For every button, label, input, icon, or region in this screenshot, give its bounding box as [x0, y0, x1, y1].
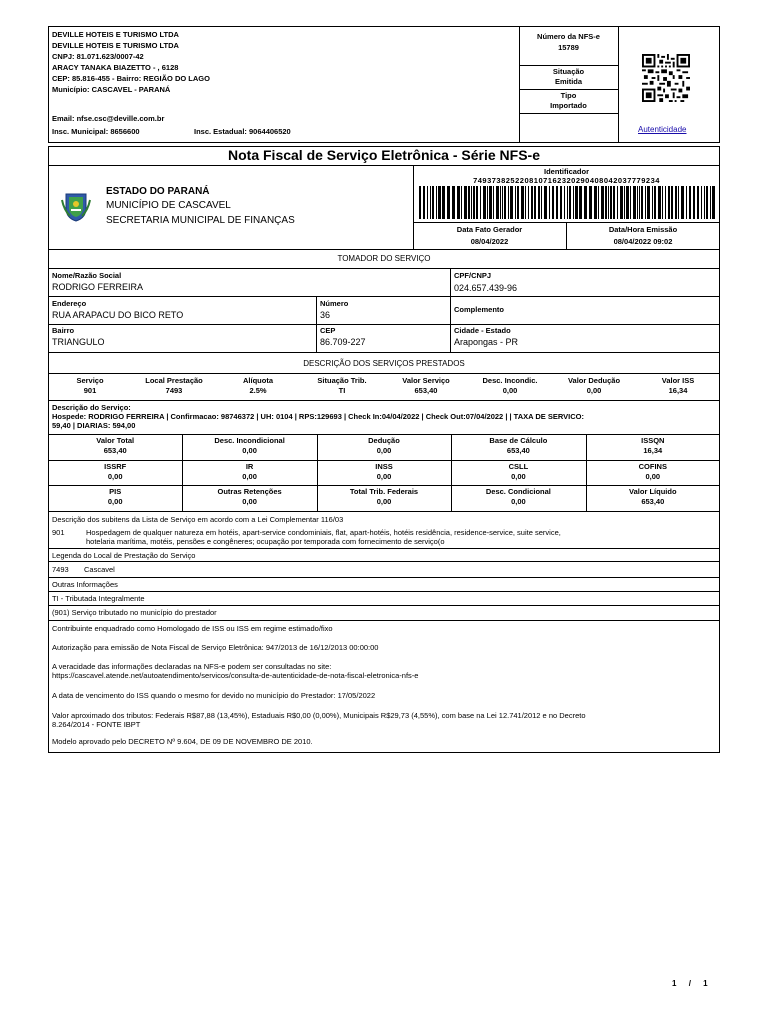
servico-col-label: Local Prestação — [145, 376, 203, 385]
valor-cell — [586, 487, 720, 506]
tomador-cpf: 024.657.439-96 — [454, 283, 518, 293]
gov-block — [106, 185, 295, 227]
page-total: 1 — [703, 979, 708, 988]
note-homologado: Contribuinte enquadrado como Homologado de ISS ou ISS em regime estimado/fixo — [52, 624, 333, 633]
tomador-nome: RODRIGO FERREIRA — [52, 282, 144, 292]
autenticidade-link[interactable]: Autenticidade — [638, 125, 687, 134]
tomador-cep-label: CEP — [320, 326, 336, 335]
servicos-header: DESCRIÇÃO DOS SERVIÇOS PRESTADOS — [303, 359, 465, 368]
valor-value: 0,00 — [242, 446, 257, 455]
servico-col-label: Valor Dedução — [567, 376, 621, 385]
servico-col-label: Alíquota — [243, 376, 273, 385]
tomador-endereco: RUA ARAPACU DO BICO RETO — [52, 310, 184, 320]
servico-col — [384, 376, 468, 395]
company-insc-municipal: Insc. Municipal: 8656600 — [52, 127, 140, 136]
data-fato-value: 08/04/2022 — [470, 237, 509, 246]
valor-value: 0,00 — [242, 471, 257, 481]
subitens-text-1: Hospedagem de qualquer natureza em hotéis, apart-service condominiais, flat, apart-hotéis, hotéis residência, residence-service, suite service, — [86, 528, 561, 537]
subitens-header: Descrição dos subitens da Lista de Serviço em acordo com a Lei Complementar 116/03 — [52, 515, 344, 524]
outras-tributado: (901) Serviço tributado no município do prestador — [52, 608, 217, 617]
gov-secretaria: SECRETARIA MUNICIPAL DE FINANÇAS — [106, 215, 295, 226]
valor-value: 0,00 — [107, 471, 123, 481]
company-name-1: DEVILLE HOTEIS E TURISMO LTDA — [52, 30, 179, 39]
servico-col-value: 901 — [83, 386, 97, 395]
data-fato-block — [413, 225, 566, 246]
tomador-cidade: Arapongas - PR — [454, 337, 519, 347]
descricao-label: Descrição do Serviço: — [52, 403, 131, 412]
servico-col-value: 0,00 — [586, 386, 602, 395]
valor-value: 0,00 — [107, 497, 123, 507]
note-tributos — [52, 711, 586, 729]
valor-label: CSLL — [508, 461, 529, 471]
subitens-text — [86, 528, 716, 546]
valor-label: Outras Retenções — [217, 487, 282, 497]
servico-col — [48, 376, 132, 395]
valor-label: ISSRF — [104, 461, 127, 471]
subitens-code: 901 — [52, 528, 65, 537]
note-veracidade-text: A veracidade das informações declaradas na NFS-e podem ser consultadas no site: — [52, 662, 332, 671]
valor-cell — [48, 462, 182, 481]
valor-label: Total Trib. Federais — [349, 487, 419, 497]
outras-header: Outras Informações — [52, 580, 118, 589]
valor-cell — [317, 487, 451, 506]
valor-value: 16,34 — [643, 446, 663, 455]
valor-value: 0,00 — [511, 497, 526, 507]
servico-col-label: Desc. Incondic. — [482, 376, 538, 385]
situacao-value: Emitida — [554, 77, 583, 86]
coat-of-arms-icon — [60, 190, 92, 222]
valor-label: ISSQN — [641, 436, 665, 445]
page-current: 1 — [672, 979, 677, 988]
valor-label: COFINS — [638, 461, 667, 471]
nfse-number-block — [519, 32, 618, 52]
servico-col-label: Valor Serviço — [402, 376, 450, 385]
valor-cell — [586, 462, 720, 481]
valor-cell — [317, 436, 451, 455]
servico-col-label: Valor ISS — [661, 376, 695, 385]
identificador-label: Identificador — [543, 167, 589, 176]
valor-label: Valor Total — [96, 436, 135, 445]
gov-municipio: MUNICÍPIO DE CASCAVEL — [106, 200, 231, 211]
data-emissao-label: Data/Hora Emissão — [608, 225, 678, 234]
subitens-text-2: hotelaria marítima, motéis, pensões e congêneres; ocupação por temporada com fornecimento de serviço(o — [86, 537, 445, 546]
gov-estado: ESTADO DO PARANÁ — [106, 186, 210, 197]
company-email: Email: nfse.csc@deville.com.br — [52, 114, 165, 123]
valor-value: 0,00 — [242, 497, 257, 507]
servico-col-value: 653,40 — [414, 386, 438, 395]
servico-col-value: 0,00 — [502, 386, 518, 395]
situacao-label: Situação — [552, 67, 585, 76]
valor-cell — [586, 436, 720, 455]
valor-label: INSS — [375, 461, 393, 471]
tomador-cpf-label: CPF/CNPJ — [454, 271, 492, 280]
valor-label: Dedução — [368, 436, 400, 445]
note-modelo: Modelo aprovado pelo DECRETO Nº 9.604, DE 09 DE NOVEMBRO DE 2010. — [52, 737, 313, 746]
data-fato-label: Data Fato Gerador — [456, 225, 523, 234]
servico-col-value: TI — [338, 386, 346, 395]
company-cnpj: CNPJ: 81.071.623/0007-42 — [52, 52, 144, 61]
valor-value: 0,00 — [376, 446, 392, 455]
qr-code-icon — [642, 54, 690, 102]
note-autorizacao: Autorização para emissão de Nota Fiscal de Serviço Eletrônica: 947/2013 de 16/12/2013 00:00:00 — [52, 643, 379, 652]
barcode-icon — [419, 186, 715, 219]
valor-cell — [451, 462, 585, 481]
valor-label: Base de Cálculo — [489, 436, 548, 445]
company-insc-estadual: Insc. Estadual: 9064406520 — [194, 127, 291, 136]
data-emissao-value: 08/04/2022 09:02 — [613, 237, 673, 246]
valor-label: PIS — [109, 487, 122, 497]
situacao-block — [519, 67, 618, 86]
tomador-numero-label: Número — [320, 299, 349, 308]
valor-label: IR — [245, 461, 254, 471]
servico-col-value: 16,34 — [668, 386, 688, 395]
tomador-header: TOMADOR DO SERVIÇO — [337, 254, 431, 263]
note-veracidade — [52, 662, 418, 680]
descricao-servico — [52, 403, 716, 430]
tomador-numero: 36 — [320, 310, 331, 320]
valor-value: 653,40 — [641, 497, 665, 507]
descricao-line-1: Hospede: RODRIGO FERREIRA | Confirmacao: 98746372 | UH: 0104 | RPS:129693 | Check In:04/04/2022 | Check Out:07/04/2022 | | TAXA DE SERVICO: — [52, 412, 584, 421]
servico-col-value: 2.5% — [249, 386, 267, 395]
servico-col-value: 7493 — [165, 386, 183, 395]
valor-cell — [48, 487, 182, 506]
valor-value: 0,00 — [511, 471, 526, 481]
data-emissao-block — [566, 225, 720, 246]
valor-value: 0,00 — [376, 497, 392, 507]
valor-value: 653,40 — [103, 446, 127, 455]
descricao-line-2: 59,40 | DIARIAS: 594,00 — [52, 421, 136, 430]
valor-label: Valor Líquido — [629, 487, 677, 497]
company-city: Município: CASCAVEL - PARANÁ — [52, 85, 171, 94]
valor-cell — [317, 462, 451, 481]
valor-value: 0,00 — [376, 471, 392, 481]
tomador-nome-label: Nome/Razão Social — [52, 271, 122, 280]
valor-cell — [451, 436, 585, 455]
servico-col — [552, 376, 636, 395]
legenda-header: Legenda do Local de Prestação do Serviço — [52, 551, 196, 560]
tomador-bairro-label: Bairro — [52, 326, 75, 335]
valor-cell — [182, 462, 316, 481]
tipo-label: Tipo — [560, 91, 577, 100]
valor-label: Desc. Condicional — [485, 487, 551, 497]
tomador-bairro: TRIANGULO — [52, 337, 105, 347]
nfse-number: 15789 — [558, 43, 579, 52]
valor-cell — [182, 487, 316, 506]
servico-col — [636, 376, 720, 395]
nfse-number-label: Número da NFS-e — [537, 32, 600, 41]
identificador-digits: 7493738252208107162320290408042037779234 — [473, 176, 660, 185]
servico-col — [216, 376, 300, 395]
servico-col — [300, 376, 384, 395]
servico-col — [132, 376, 216, 395]
valor-value: 653,40 — [506, 446, 530, 455]
tomador-complemento-label: Complemento — [454, 305, 505, 314]
valor-value: 0,00 — [645, 471, 661, 481]
tomador-cidade-label: Cidade - Estado — [454, 326, 511, 335]
note-vencimento: A data de vencimento do ISS quando o mesmo for devido no município do Prestador: 17/05/2022 — [52, 691, 376, 700]
valor-cell — [451, 487, 585, 506]
servico-col — [468, 376, 552, 395]
legenda-code: 7493 — [52, 565, 69, 574]
legenda-city: Cascavel — [84, 565, 115, 574]
company-info — [52, 30, 512, 94]
tipo-value: Importado — [550, 101, 587, 110]
valor-label: Desc. Incondicional — [214, 436, 285, 445]
valor-cell — [182, 436, 316, 455]
identificador-value — [413, 176, 720, 185]
page-indicator — [672, 979, 708, 989]
tipo-block — [519, 91, 618, 110]
page-sep: / — [688, 979, 691, 988]
servico-col-label: Situação Trib. — [317, 376, 367, 385]
servico-col-label: Serviço — [76, 376, 104, 385]
outras-ti: TI - Tributada Integralmente — [52, 594, 145, 603]
note-veracidade-url: https://cascavel.atende.net/autoatendimento/servicos/consulta-de-autenticidade-de-nota-fiscal-eletronica-nfs-e — [52, 671, 419, 680]
tomador-cep: 86.709-227 — [320, 337, 366, 347]
note-tributos-1: Valor aproximado dos tributos: Federais R$87,88 (13,45%), Estaduais R$0,00 (0,00%), Municipais R$29,73 (4,55%), com base na Lei 12.741/2012 e no Decreto — [52, 711, 586, 720]
company-address: ARACY TANAKA BIAZETTO - , 6128 — [52, 63, 179, 72]
valor-cell — [48, 436, 182, 455]
tomador-endereco-label: Endereço — [52, 299, 87, 308]
company-cep: CEP: 85.816-455 - Bairro: REGIÃO DO LAGO — [52, 74, 210, 83]
page-title: Nota Fiscal de Serviço Eletrônica - Série NFS-e — [228, 147, 540, 163]
company-name-2: DEVILLE HOTEIS E TURISMO LTDA — [52, 41, 179, 50]
note-tributos-2: 8.264/2014 - FONTE IBPT — [52, 720, 141, 729]
